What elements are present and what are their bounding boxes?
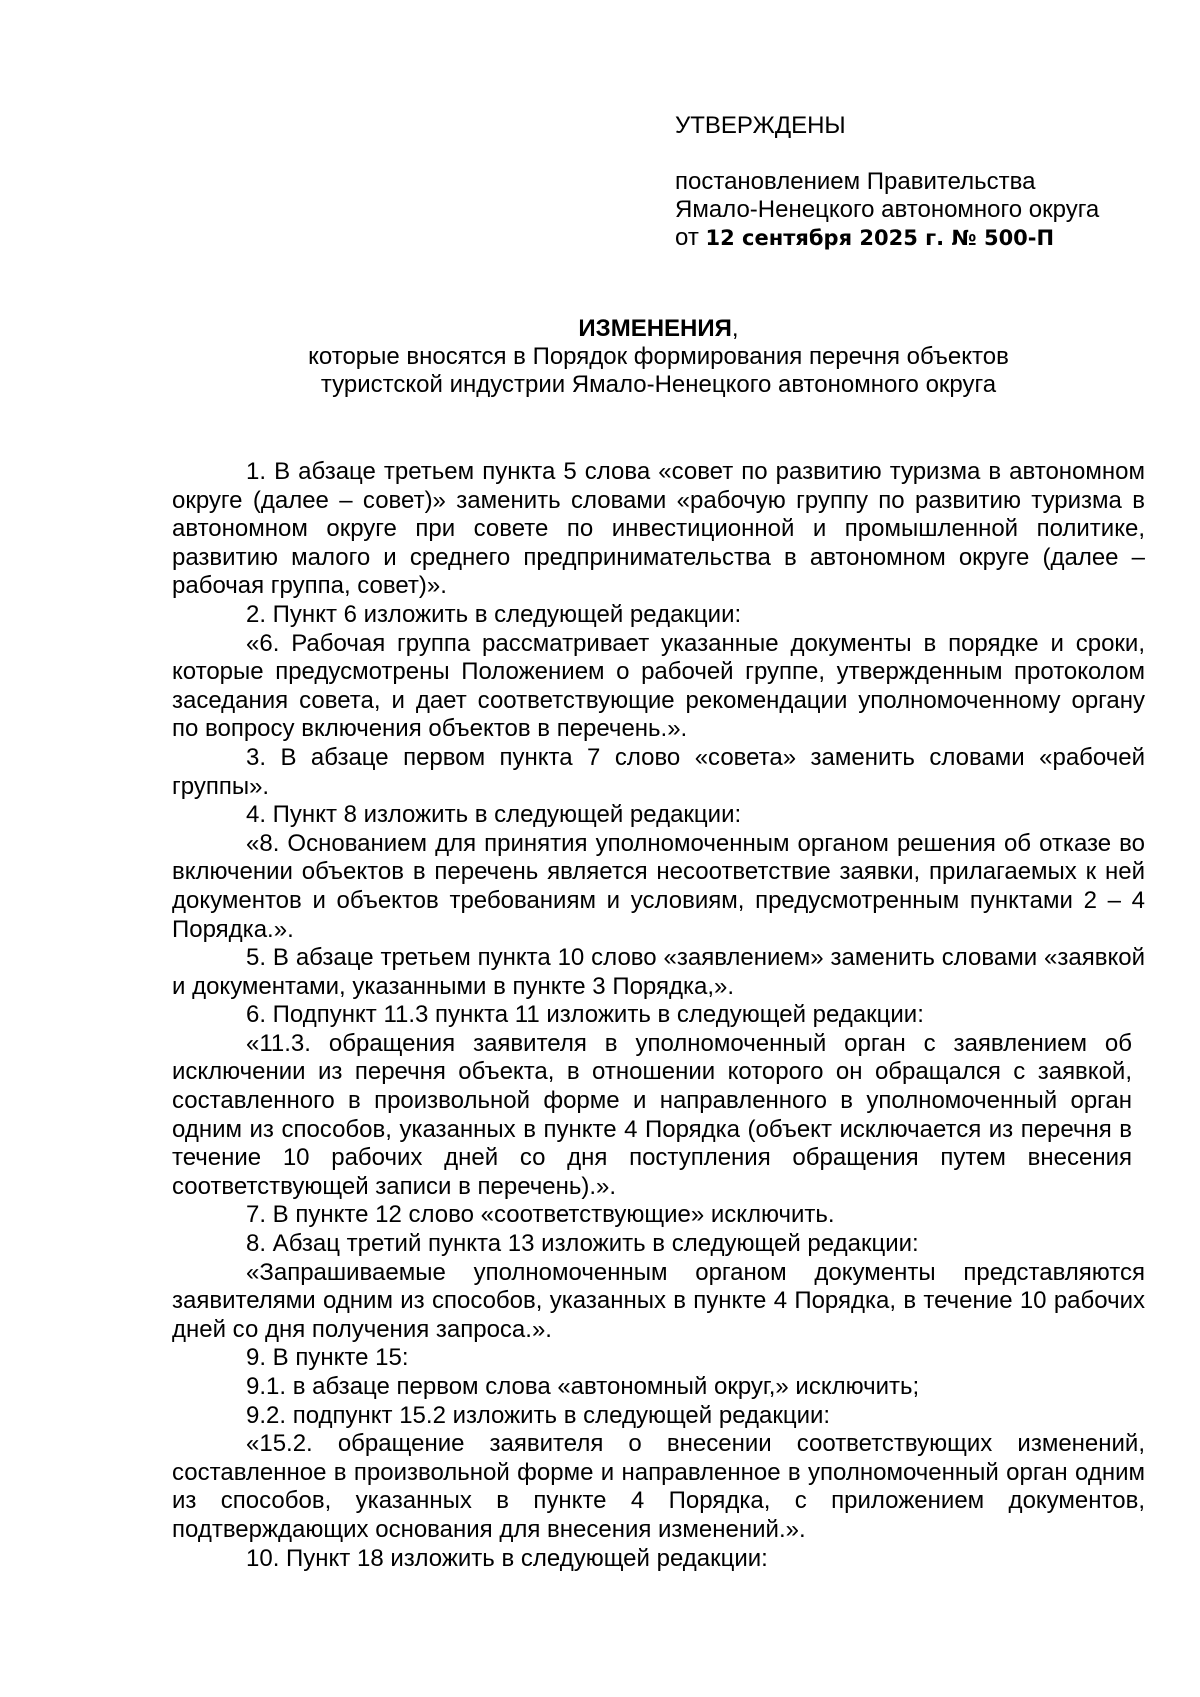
heading-title-line — [172, 315, 1145, 343]
paragraph: 9.1. в абзаце первом слова «автономный округ,» исключить; — [246, 1373, 920, 1400]
paragraph: 8. Абзац третий пункта 13 изложить в следующей редакции: — [246, 1230, 919, 1258]
paragraph: 9. В пункте 15: — [246, 1344, 409, 1372]
approval-block — [675, 112, 1155, 252]
paragraph: 10. Пункт 18 изложить в следующей редакции: — [246, 1544, 768, 1572]
paragraph: «6. Рабочая группа рассматривает указанные документы в порядке и сроки, которые предусмотрены Положением о рабочей группе, утвержденным протоколом заседания совета, и дает соответствующие рекомендации уполномоченному органу по вопросу включения объектов в перечень.». — [172, 629, 1145, 743]
document-heading — [172, 315, 1145, 399]
paragraph: 1. В абзаце третьем пункта 5 слова «совет по развитию туризма в автономном округе (далее – совет)» заменить словами «рабочую группу по развитию туризма в автономном округе при совете по инвестиционной и промышленной политике, развитию малого и среднего предпринимательства в автономном округе (далее – рабочая группа, совет)». — [172, 458, 1145, 600]
approval-date-number: 12 сентября 2025 г. № 500-П — [705, 226, 1055, 250]
paragraph: «11.3. обращения заявителя в уполномоченный орган с заявлением об исключении из перечня объекта, в отношении которого он обращался с заявкой, составленного в произвольной форме и направленного в уполномоченный орган одним из способов, указанных в пункте 4 Порядка (объект исключается из перечня в течение 10 рабочих дней со дня поступления обращения путем внесения соответствующей записи в перечень).». — [172, 1029, 1132, 1200]
paragraph: 7. В пункте 12 слово «соответствующие» исключить. — [246, 1201, 835, 1229]
heading-title: ИЗМЕНЕНИЯ — [578, 315, 732, 342]
heading-title-suffix: , — [731, 315, 739, 342]
paragraph: «8. Основанием для принятия уполномоченным органом решения об отказе во включении объектов в перечень является несоответствие заявки, прилагаемых к ней документов и объектов требованиям и условиям, предусмотренным пунктами 2 – 4 Порядка.». — [172, 829, 1145, 943]
approval-line-1: постановлением Правительства — [675, 168, 1036, 195]
paragraph: «Запрашиваемые уполномоченным органом документы представляются заявителями одним из способов, указанных в пункте 4 Порядка, в течение 10 рабочих дней со дня получения запроса.». — [172, 1258, 1145, 1343]
paragraph: 3. В абзаце первом пункта 7 слово «совета» заменить словами «рабочей группы». — [172, 743, 1145, 800]
heading-subtitle-1: которые вносятся в Порядок формирования перечня объектов — [308, 343, 1009, 370]
approval-date-prefix: от — [675, 224, 706, 251]
approval-line-2: Ямало-Ненецкого автономного округа — [675, 196, 1100, 223]
paragraph: 2. Пункт 6 изложить в следующей редакции: — [246, 600, 742, 628]
approval-stamp-heading: УТВЕРЖДЕНЫ — [675, 112, 846, 139]
paragraph: «15.2. обращение заявителя о внесении соответствующих изменений, составленное в произвольной форме и направленное в уполномоченный орган одним из способов, указанных в пункте 4 Порядка, с приложением документов, подтверждающих основания для внесения изменений.». — [172, 1430, 1145, 1543]
paragraph: 9.2. подпункт 15.2 изложить в следующей редакции: — [246, 1401, 831, 1429]
heading-subtitle-2: туристской индустрии Ямало-Ненецкого автономного округа — [320, 371, 997, 398]
paragraph: 5. В абзаце третьем пункта 10 слово «заявлением» заменить словами «заявкой и документами, указанными в пункте 3 Порядка,». — [172, 944, 1145, 1000]
paragraph: 6. Подпункт 11.3 пункта 11 изложить в следующей редакции: — [246, 1001, 924, 1029]
approval-line-3 — [675, 224, 1155, 252]
paragraph: 4. Пункт 8 изложить в следующей редакции: — [246, 801, 742, 829]
document-body — [172, 458, 1145, 1573]
